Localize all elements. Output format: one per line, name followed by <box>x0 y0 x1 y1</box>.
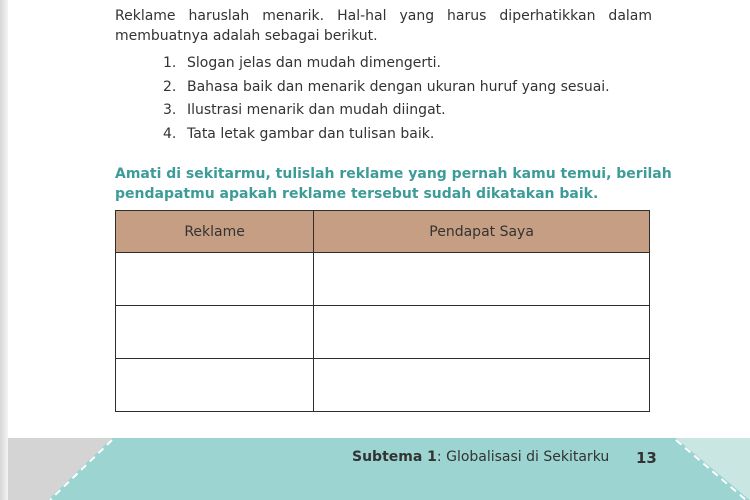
table-row <box>116 359 650 412</box>
footer-subtheme <box>352 449 609 465</box>
list-item <box>163 52 610 76</box>
list-number: 4. <box>163 125 177 142</box>
table-row <box>116 306 650 359</box>
activity-instruction: Amati di sekitarmu, tulislah reklame yang pernah kamu temui, berilah pendapatmu apakah reklame tersebut sudah dikatakan baik. <box>115 166 672 202</box>
table-cell-reklame[interactable] <box>116 359 314 412</box>
list-item-text: Slogan jelas dan mudah dimengerti. <box>187 55 441 71</box>
list-item-text: Bahasa baik dan menarik dengan ukuran huruf yang sesuai. <box>187 78 610 95</box>
column-header-reklame: Reklame <box>116 211 314 253</box>
subtheme-label: Subtema 1 <box>352 449 437 465</box>
list-number: 3. <box>163 102 177 118</box>
page-footer <box>8 438 750 500</box>
page-edge-shadow <box>0 0 8 500</box>
table-cell-pendapat[interactable] <box>314 359 650 412</box>
page-number: 13 <box>636 449 657 467</box>
subtheme-title: : Globalisasi di Sekitarku <box>436 449 610 465</box>
list-item-text: Ilustrasi menarik dan mudah diingat. <box>187 102 446 118</box>
table-cell-pendapat[interactable] <box>314 306 650 359</box>
list-number: 2. <box>163 78 177 95</box>
table-cell-reklame[interactable] <box>116 306 314 359</box>
column-header-pendapat: Pendapat Saya <box>314 211 650 253</box>
tips-list <box>163 52 610 146</box>
table-header-row <box>116 211 650 253</box>
list-item <box>163 99 610 123</box>
list-item <box>163 76 610 100</box>
list-number: 1. <box>163 55 177 71</box>
table-cell-reklame[interactable] <box>116 253 314 306</box>
opinion-table <box>115 210 650 412</box>
footer-decoration <box>8 438 750 500</box>
table-cell-pendapat[interactable] <box>314 253 650 306</box>
table-row <box>116 253 650 306</box>
list-item-text: Tata letak gambar dan tulisan baik. <box>187 125 435 142</box>
list-item <box>163 123 610 147</box>
intro-paragraph: Reklame haruslah menarik. Hal-hal yang harus diperhatikkan dalam membuatnya adalah sebagai berikut. <box>115 8 652 44</box>
